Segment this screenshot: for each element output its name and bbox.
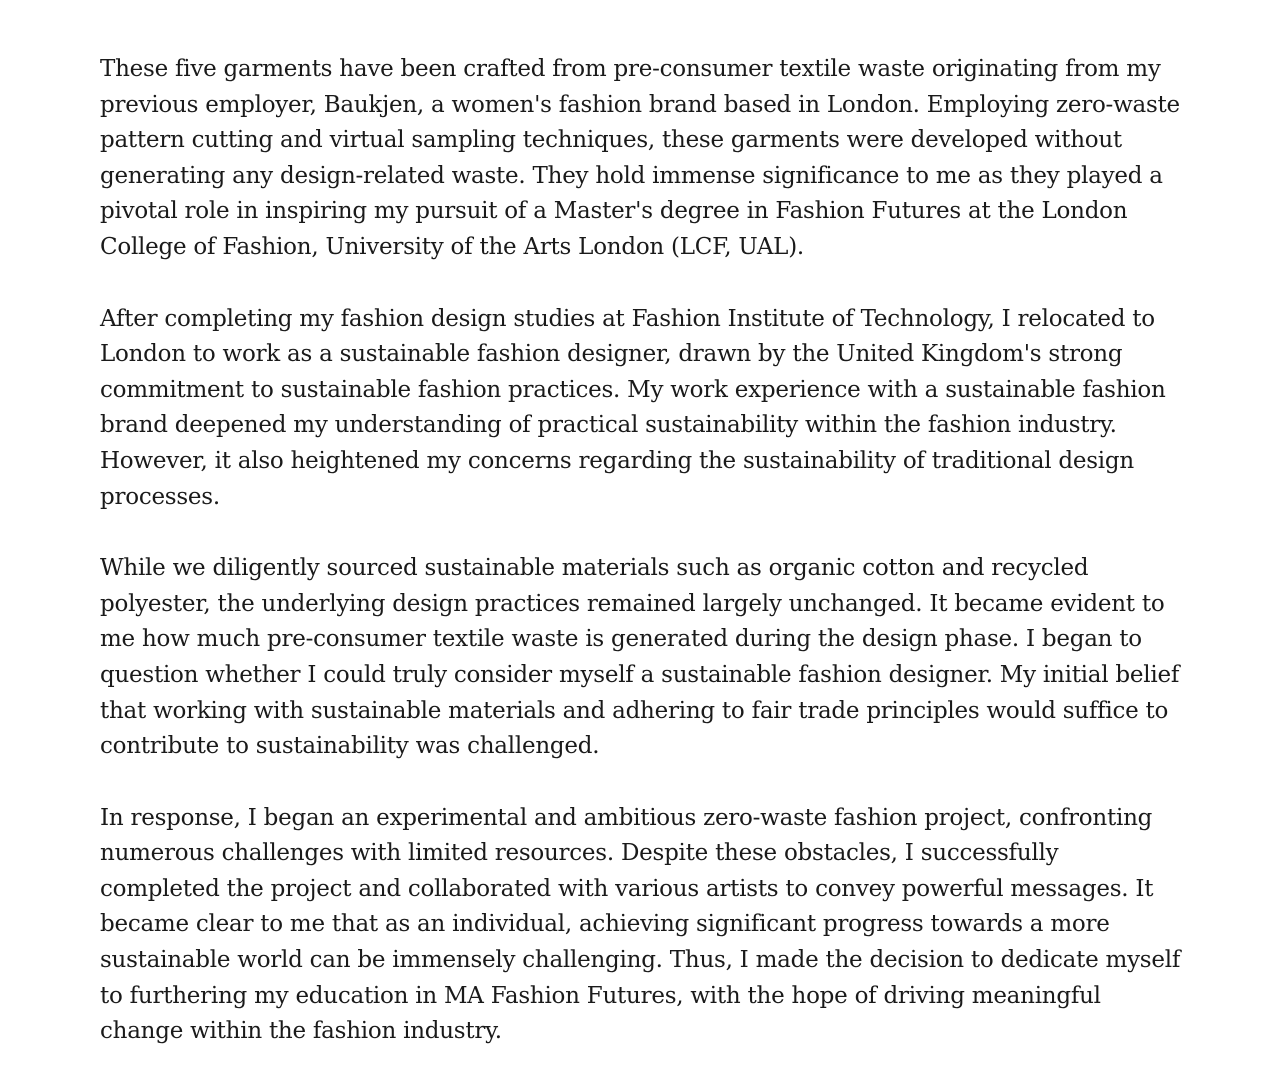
- article-paragraph: These five garments have been crafted from pre-consumer textile waste originating from my previous employer, Baukjen, a women's fashion brand based in London. Employing zero-waste pattern cutting and virtual sampling techniques, these garments were developed without generating any design-related waste. They hold immense significance to me as they played a pivotal role in inspiring my pursuit of a Master's degree in Fashion Futures at the London College of Fashion, University of the Arts London (LCF, UAL).: [100, 56, 1180, 260]
- article-body: [100, 52, 1182, 1050]
- article-paragraph: While we diligently sourced sustainable materials such as organic cotton and recycled polyester, the underlying design practices remained largely unchanged. It became evident to me how much pre-consumer textile waste is generated during the design phase. I began to question whether I could truly consider myself a sustainable fashion designer. My initial belief that working with sustainable materials and adhering to fair trade principles would suffice to contribute to sustainability was challenged.: [100, 555, 1180, 760]
- article-paragraph: In response, I began an experimental and ambitious zero-waste fashion project, confronting numerous challenges with limited resources. Despite these obstacles, I successfully completed the project and collaborated with various artists to convey powerful messages. It became clear to me that as an individual, achieving significant progress towards a more sustainable world can be immensely challenging. Thus, I made the decision to dedicate myself to furthering my education in MA Fashion Futures, with the hope of driving meaningful change within the fashion industry.: [100, 804, 1181, 1045]
- article-paragraph: After completing my fashion design studies at Fashion Institute of Technology, I relocated to London to work as a sustainable fashion designer, drawn by the United Kingdom's strong commitment to sustainable fashion practices. My work experience with a sustainable fashion brand deepened my understanding of practical sustainability within the fashion industry. However, it also heightened my concerns regarding the sustainability of traditional design processes.: [100, 305, 1166, 510]
